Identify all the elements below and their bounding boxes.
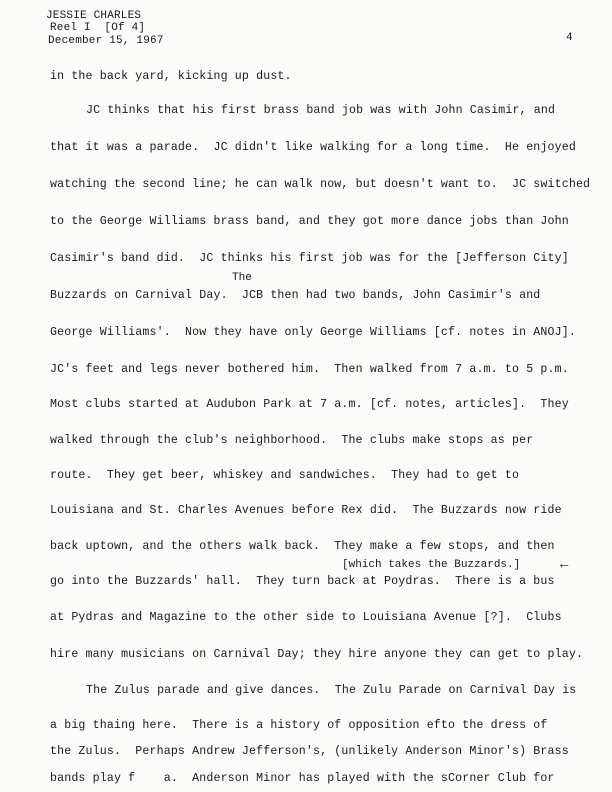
text-line-9: JC's feet and legs never bothered him. Then walked from 7 a.m. to 5 p.m. [50, 363, 569, 376]
text-line-5: to the George Williams brass band, and they got more dance jobs than John [50, 215, 569, 228]
text-line-11: walked through the club's neighborhood. The clubs make stops as per [50, 434, 534, 447]
text-line-14: back uptown, and the others walk back. They make a few stops, and then [50, 540, 555, 553]
header-reel: Reel I [Of 4] [50, 22, 146, 34]
text-line-6: Casimir's band did. JC thinks his first job was for the [Jefferson City] [50, 252, 569, 265]
text-line-16: at Pydras and Magazine to the other side to Louisiana Avenue [?]. Clubs [50, 611, 562, 624]
text-line-20: the Zulus. Perhaps Andrew Jefferson's, (unlikely Anderson Minor's) Brass [50, 745, 569, 758]
bracket-note: [which takes the Buzzards.] [342, 559, 521, 571]
header-date: December 15, 1967 [48, 35, 164, 47]
text-line-18: The Zulus parade and give dances. The Zulu Parade on Carnival Day is [86, 684, 577, 697]
text-line-13: Louisiana and St. Charles Avenues before Rex did. The Buzzards now ride [50, 504, 562, 517]
insertion-arrow-icon: ← [560, 557, 569, 573]
text-line-4: watching the second line; he can walk now, but doesn't want to. JC switched [50, 178, 591, 191]
text-line-19: a big thaing here. There is a history of opposition efto the dress of [50, 719, 548, 732]
text-line-10: Most clubs started at Audubon Park at 7 a.m. [cf. notes, articles]. They [50, 398, 569, 411]
text-line-15: go into the Buzzards' hall. They turn back at Poydras. There is a bus [50, 575, 555, 588]
text-line-12: route. They get beer, whiskey and sandwiches. They had to get to [50, 469, 520, 482]
handwritten-insert-the: The [232, 272, 252, 284]
text-line-2: JC thinks that his first brass band job was with John Casimir, and [86, 104, 556, 117]
text-line-3: that it was a parade. JC didn't like walking for a long time. He enjoyed [50, 141, 576, 154]
page-number: 4 [566, 32, 573, 44]
text-line-8: George Williams'. Now they have only George Williams [cf. notes in ANOJ]. [50, 326, 576, 339]
text-line-7: Buzzards on Carnival Day. JCB then had two bands, John Casimir's and [50, 289, 541, 302]
text-line-1: in the back yard, kicking up dust. [50, 70, 292, 83]
text-line-21: bands play f a. Anderson Minor has played with the sCorner Club for [50, 772, 555, 785]
text-line-17: hire many musicians on Carnival Day; they hire anyone they can get to play. [50, 648, 584, 661]
header-name: JESSIE CHARLES [46, 10, 142, 22]
